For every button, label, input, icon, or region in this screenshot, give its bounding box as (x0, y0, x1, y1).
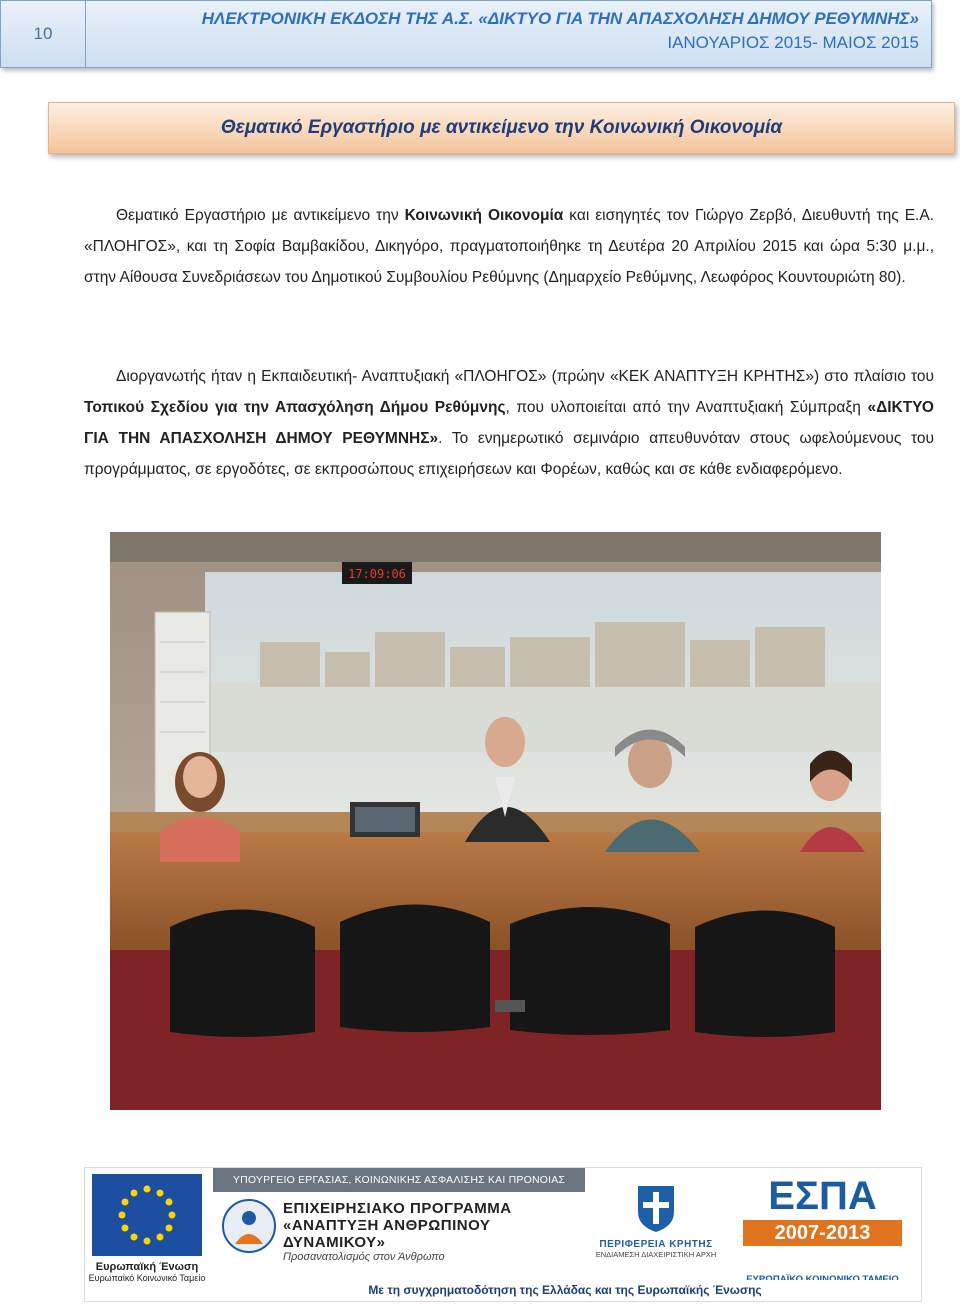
region-name: ΠΕΡΙΦΕΡΕΙΑ ΚΡΗΤΗΣ (599, 1239, 713, 1250)
eu-caption: Ευρωπαϊκή Ένωση (95, 1261, 199, 1273)
espa-years: 2007-2013 (743, 1220, 902, 1246)
event-photo-illustration (110, 532, 881, 1110)
intro-text-rest: και εισηγητές τον Γιώργο Ζερβό, Διευθυντή της Ε.Α. «ΠΛΟΗΓΟΣ», και τη Σοφία Βαμβακίδου, Δικηγόρο, πραγματοποιήθηκε τη Δευτέρα 20 Απριλίου 2015 και ώρα 5:30 μ.μ., στην Αίθουσα Συνεδριάσεων του Δημοτικού Συμβουλίου Ρεθύμνης (Δημαρχείο Ρεθύμνης, Λεωφόρος Κουντουριώτη 80). (84, 207, 934, 286)
espa-logo-text: ΕΣΠΑ (768, 1174, 877, 1218)
page-header (0, 0, 932, 68)
eu-flag-icon (92, 1174, 202, 1256)
publication-title: ΗΛΕΚΤΡΟΝΙΚΗ ΕΚΔΟΣΗ ΤΗΣ Α.Σ. «ΔΙΚΤΥΟ ΓΙΑ ΤΗΝ ΑΠΑΣΧΟΛΗΣΗ ΔΗΜΟΥ ΡΕΘΥΜΝΗΣ» (201, 9, 919, 28)
espa-block (725, 1168, 920, 1298)
intro-paragraph (84, 200, 934, 293)
greek-coat-of-arms-icon (634, 1182, 678, 1234)
section-banner (48, 102, 955, 154)
partnership-name: «ΔΙΚΤΥΟ ΓΙΑ ΤΗΝ ΑΠΑΣΧΟΛΗΣΗ ΔΗΜΟΥ ΡΕΘΥΜΝΗΣ» (84, 399, 934, 447)
ministry-name: ΥΠΟΥΡΓΕΙΟ ΕΡΓΑΣΙΑΣ, ΚΟΙΝΩΝΙΚΗΣ ΑΣΦΑΛΙΣΗΣ ΚΑΙ ΠΡΟΝΟΙΑΣ (213, 1168, 585, 1192)
eu-fund-caption: Ευρωπαϊκό Κοινωνικό Ταμείο (88, 1273, 206, 1283)
organizer-text-3: . Το ενημερωτικό σεμινάριο απευθυνόταν στους ωφελούμενους του προγράμματος, σε εργοδότες, σε εκπροσώπους επιχειρήσεων και Φορέων, καθώς και σε κάθε ενδιαφερόμενο. (84, 430, 934, 478)
program-title-line2: «ΑΝΑΠΤΥΞΗ ΑΝΘΡΩΠΙΝΟΥ ΔΥΝΑΜΙΚΟΥ» (283, 1217, 491, 1251)
program-logo-icon (221, 1198, 277, 1254)
event-photo (110, 532, 881, 1110)
intro-bold-topic: Κοινωνική Οικονομία (404, 207, 564, 224)
program-motto: Προσανατολισμός στον Άνθρωπο (283, 1251, 445, 1263)
page-number: 10 (1, 1, 86, 67)
funding-footer (84, 1167, 922, 1302)
local-plan-name: Τοπικού Σχεδίου για την Απασχόληση Δήμου Ρεθύμνης (84, 399, 506, 416)
eu-logo-block (85, 1168, 209, 1301)
organizer-paragraph (84, 361, 934, 485)
organizer-text-2: , που υλοποιείται από την Αναπτυξιακή Σύμπραξη (505, 399, 868, 416)
cofunding-statement: Με τη συγχρηματοδότηση της Ελλάδας και της Ευρωπαϊκής Ένωσης (209, 1280, 921, 1301)
publication-date-range: ΙΑΝΟΥΑΡΙΟΣ 2015- ΜΑΙΟΣ 2015 (667, 33, 919, 52)
region-authority: ΕΝΔΙΑΜΕΣΗ ΔΙΑΧΕΙΡΙΣΤΙΚΗ ΑΡΧΗ (595, 1250, 717, 1259)
region-block (590, 1168, 722, 1298)
program-title-line1: ΕΠΙΧΕΙΡΗΣΙΑΚΟ ΠΡΟΓΡΑΜΜΑ (283, 1200, 512, 1217)
ministry-block (213, 1168, 585, 1298)
wall-clock-text: 17:09:06 (348, 567, 406, 581)
organizer-text-1: Διοργανωτής ήταν η Εκπαιδευτική- Αναπτυξιακή «ΠΛΟΗΓΟΣ» (πρώην «ΚΕΚ ΑΝΑΠΤΥΞΗ ΚΡΗΤΗΣ») στο πλαίσιο του (116, 368, 934, 385)
intro-text-start: Θεματικό Εργαστήριο με αντικείμενο την (116, 207, 405, 224)
section-title: Θεματικό Εργαστήριο με αντικείμενο την Κοινωνική Οικονομία (220, 117, 783, 138)
